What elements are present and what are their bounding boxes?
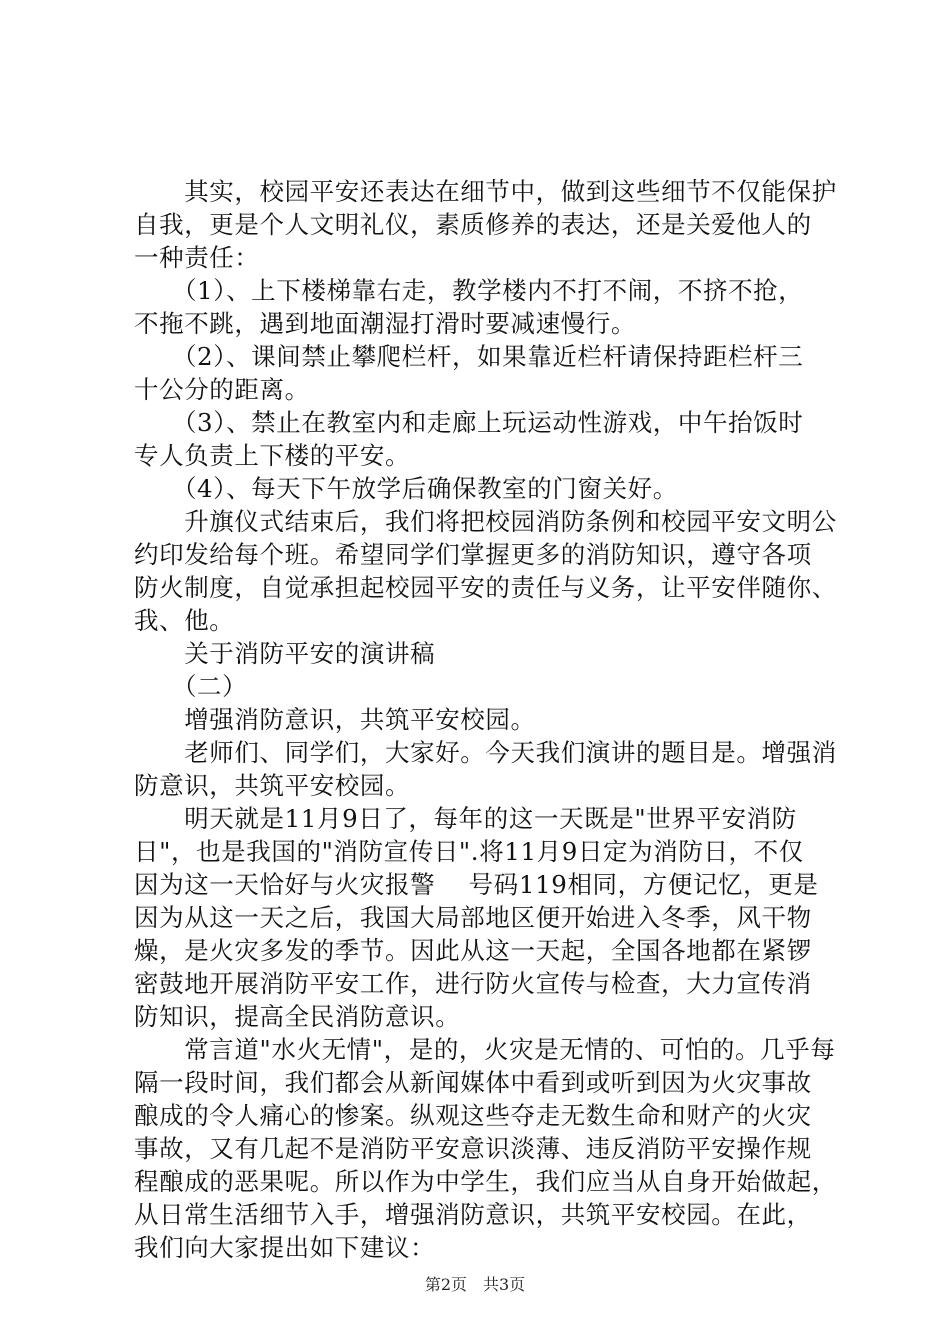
body-line: 老师们、同学们，大家好。今天我们演讲的题目是。增强消 xyxy=(134,738,837,767)
section-number: （二） xyxy=(134,672,248,701)
body-line: 因为从这一天之后，我国大局部地区便开始进入冬季，风干物 xyxy=(134,903,812,932)
body-line: 自我，更是个人文明礼仪，素质修养的表达，还是关爱他人的 xyxy=(134,210,812,239)
body-line: （2）、课间禁止攀爬栏杆，如果靠近栏杆请保持距栏杆三 xyxy=(134,342,804,371)
body-line: 从日常生活细节入手，增强消防意识，共筑平安校园。在此， xyxy=(134,1200,812,1229)
body-line: 防火制度，自觉承担起校园平安的责任与义务，让平安伴随你、 xyxy=(134,573,837,602)
body-line: 程酿成的恶果呢。所以作为中学生，我们应当从自身开始做起， xyxy=(134,1167,837,1196)
page-footer: 第2页 共3页 xyxy=(424,1275,526,1294)
speech-title: 增强消防意识，共筑平安校园。 xyxy=(134,705,536,734)
body-line: 燥，是火灾多发的季节。因此从这一天起，全国各地都在紧锣 xyxy=(134,936,812,965)
body-line: 常言道"水火无情"，是的，火灾是无情的、可怕的。几乎每 xyxy=(134,1035,836,1064)
body-line: 我们向大家提出如下建议： xyxy=(134,1233,436,1262)
body-line: 我、他。 xyxy=(134,606,235,635)
body-line: 隔一段时间，我们都会从新闻媒体中看到或听到因为火灾事故 xyxy=(134,1068,812,1097)
body-line: 一种责任： xyxy=(134,243,260,272)
body-line: 明天就是11月9日了，每年的这一天既是"世界平安消防 xyxy=(134,804,797,833)
body-line: 酿成的令人痛心的惨案。纵观这些夺走无数生命和财产的火灾 xyxy=(134,1101,812,1130)
body-line: 升旗仪式结束后，我们将把校园消防条例和校园平安文明公 xyxy=(134,507,837,536)
body-line: 不拖不跳，遇到地面潮湿打滑时要减速慢行。 xyxy=(134,309,636,338)
body-line: 密鼓地开展消防平安工作，进行防火宣传与检查，大力宣传消 xyxy=(134,969,812,998)
body-line: 十公分的距离。 xyxy=(134,375,310,404)
body-line: 约印发给每个班。希望同学们掌握更多的消防知识，遵守各项 xyxy=(134,540,812,569)
body-line: 其实，校园平安还表达在细节中，做到这些细节不仅能保护 xyxy=(134,177,837,206)
body-line: （3）、禁止在教室内和走廊上玩运动性游戏，中午抬饭时 xyxy=(134,408,804,437)
body-line: 防知识，提高全民消防意识。 xyxy=(134,1002,461,1031)
body-line: （4）、每天下午放学后确保教室的门窗关好。 xyxy=(134,474,678,503)
body-line: 事故，又有几起不是消防平安意识淡薄、违反消防平安操作规 xyxy=(134,1134,812,1163)
body-line: 因为这一天恰好与火灾报警 号码119相同，方便记忆，更是 xyxy=(134,870,819,899)
body-line: 专人负责上下楼的平安。 xyxy=(134,441,411,470)
body-line: 防意识，共筑平安校园。 xyxy=(134,771,411,800)
body-line: （1）、上下楼梯靠右走，教学楼内不打不闹，不挤不抢， xyxy=(134,276,804,305)
section-title: 关于消防平安的演讲稿 xyxy=(134,639,436,668)
body-line: 日"，也是我国的"消防宣传日".将11月9日定为消防日，不仅 xyxy=(134,837,804,866)
